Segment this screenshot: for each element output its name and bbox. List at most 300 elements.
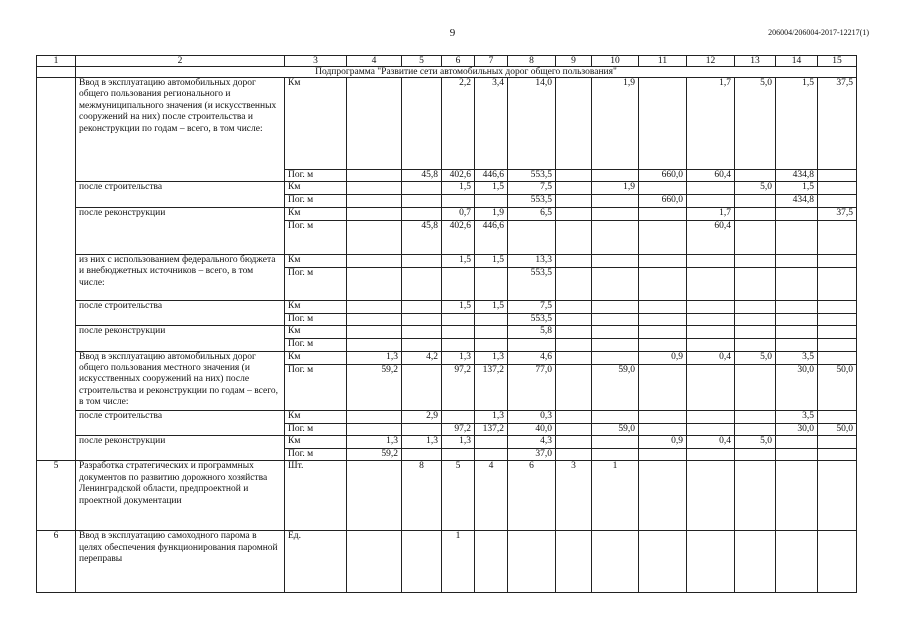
value-cell: 1,3	[402, 436, 442, 449]
value-cell	[818, 220, 857, 254]
value-cell	[776, 313, 818, 325]
value-cell	[347, 326, 402, 339]
value-cell	[687, 267, 735, 300]
value-cell	[402, 182, 442, 195]
value-cell	[556, 207, 592, 220]
value-cell: 137,2	[475, 364, 508, 410]
unit-cell: Км	[285, 410, 347, 423]
value-cell	[818, 267, 857, 300]
unit-cell: Км	[285, 326, 347, 339]
value-cell: 8	[402, 461, 442, 531]
value-cell	[592, 351, 639, 364]
indicator-table	[36, 55, 857, 593]
value-cell: 14,0	[508, 78, 556, 170]
value-cell	[442, 326, 475, 339]
value-cell	[735, 220, 776, 254]
value-cell	[818, 300, 857, 313]
value-cell	[735, 326, 776, 339]
value-cell	[687, 254, 735, 267]
subprogram-row	[37, 67, 857, 78]
table-row	[37, 436, 857, 449]
value-cell	[402, 195, 442, 207]
value-cell: 5,0	[735, 182, 776, 195]
value-cell	[592, 195, 639, 207]
column-number: 10	[592, 56, 639, 67]
value-cell	[347, 461, 402, 531]
value-cell: 37,5	[818, 78, 857, 170]
value-cell	[776, 449, 818, 461]
value-cell	[735, 267, 776, 300]
table-row	[37, 182, 857, 195]
value-cell	[639, 531, 687, 593]
table-row	[37, 300, 857, 313]
column-number: 7	[475, 56, 508, 67]
row-label: после реконструкции	[76, 207, 285, 254]
value-cell: 1,3	[442, 436, 475, 449]
value-cell: 3,5	[776, 410, 818, 423]
value-cell	[639, 78, 687, 170]
column-number-row	[37, 56, 857, 67]
value-cell: 3	[556, 461, 592, 531]
value-cell	[556, 351, 592, 364]
value-cell	[735, 339, 776, 351]
value-cell: 1,5	[776, 182, 818, 195]
value-cell	[818, 436, 857, 449]
value-cell: 434,8	[776, 195, 818, 207]
value-cell	[475, 436, 508, 449]
value-cell	[475, 326, 508, 339]
value-cell: 1	[442, 531, 475, 593]
value-cell	[442, 410, 475, 423]
value-cell: 1,5	[475, 300, 508, 313]
value-cell	[639, 182, 687, 195]
value-cell	[592, 170, 639, 182]
value-cell: 97,2	[442, 364, 475, 410]
value-cell: 1,5	[776, 78, 818, 170]
column-number: 8	[508, 56, 556, 67]
value-cell	[818, 449, 857, 461]
value-cell	[592, 313, 639, 325]
value-cell	[556, 531, 592, 593]
row-label: после реконструкции	[76, 436, 285, 461]
column-number: 12	[687, 56, 735, 67]
column-number: 6	[442, 56, 475, 67]
value-cell	[776, 300, 818, 313]
value-cell: 45,8	[402, 170, 442, 182]
value-cell	[347, 207, 402, 220]
value-cell	[687, 313, 735, 325]
value-cell: 2,2	[442, 78, 475, 170]
value-cell	[475, 531, 508, 593]
value-cell	[687, 449, 735, 461]
value-cell	[508, 339, 556, 351]
value-cell	[687, 461, 735, 531]
value-cell	[687, 326, 735, 339]
value-cell: 446,6	[475, 170, 508, 182]
value-cell: 1,9	[592, 182, 639, 195]
value-cell	[592, 267, 639, 300]
value-cell	[347, 410, 402, 423]
value-cell: 40,0	[508, 423, 556, 435]
table-row	[37, 351, 857, 364]
value-cell: 4,3	[508, 436, 556, 449]
value-cell	[592, 300, 639, 313]
value-cell	[556, 313, 592, 325]
value-cell: 30,0	[776, 423, 818, 435]
value-cell	[556, 423, 592, 435]
value-cell	[556, 436, 592, 449]
value-cell	[592, 220, 639, 254]
value-cell	[818, 313, 857, 325]
value-cell	[735, 313, 776, 325]
value-cell: 59,0	[592, 364, 639, 410]
value-cell	[402, 326, 442, 339]
value-cell	[776, 220, 818, 254]
value-cell	[402, 531, 442, 593]
document-code: 206004/206004-2017-12217(1)	[768, 28, 869, 37]
value-cell: 4,2	[402, 351, 442, 364]
value-cell	[735, 423, 776, 435]
value-cell	[556, 267, 592, 300]
value-cell	[592, 326, 639, 339]
value-cell	[347, 254, 402, 267]
value-cell	[735, 531, 776, 593]
value-cell	[592, 339, 639, 351]
value-cell: 0,3	[508, 410, 556, 423]
value-cell	[639, 423, 687, 435]
unit-cell: Ед.	[285, 531, 347, 593]
value-cell	[556, 182, 592, 195]
value-cell: 4,6	[508, 351, 556, 364]
value-cell	[347, 267, 402, 300]
value-cell	[735, 300, 776, 313]
column-number: 3	[285, 56, 347, 67]
row-number-cell: 6	[37, 531, 76, 593]
row-label: Разработка стратегических и программных документов по развитию дорожного хозяйства Ленинградской области, предпроектной и проектной документации	[76, 461, 285, 531]
value-cell: 1,3	[442, 351, 475, 364]
value-cell: 553,5	[508, 170, 556, 182]
value-cell: 1,5	[442, 300, 475, 313]
value-cell	[442, 339, 475, 351]
value-cell: 59,2	[347, 364, 402, 410]
value-cell: 1,3	[475, 410, 508, 423]
value-cell: 45,8	[402, 220, 442, 254]
value-cell: 1,5	[442, 254, 475, 267]
value-cell	[475, 449, 508, 461]
value-cell	[402, 300, 442, 313]
value-cell	[687, 195, 735, 207]
value-cell	[475, 195, 508, 207]
value-cell	[475, 313, 508, 325]
row-label: из них с использованием федерального бюджета и внебюджетных источников – всего, в том числе:	[76, 254, 285, 300]
value-cell: 1,5	[475, 254, 508, 267]
value-cell	[776, 461, 818, 531]
value-cell	[735, 195, 776, 207]
value-cell: 553,5	[508, 313, 556, 325]
unit-cell: Шт.	[285, 461, 347, 531]
value-cell: 434,8	[776, 170, 818, 182]
value-cell	[556, 254, 592, 267]
value-cell	[818, 326, 857, 339]
unit-cell: Км	[285, 207, 347, 220]
value-cell: 5,0	[735, 351, 776, 364]
row-label: Ввод в эксплуатацию автомобильных дорог общего пользования регионального и межмуниципального значения (и искусственных сооружений на них) после строительства и реконструкции по годам – всего, в том числе:	[76, 78, 285, 182]
unit-cell: Пог. м	[285, 364, 347, 410]
value-cell: 137,2	[475, 423, 508, 435]
unit-cell: Пог. м	[285, 220, 347, 254]
value-cell: 30,0	[776, 364, 818, 410]
subprogram-title: Подпрограмма "Развитие сети автомобильных дорог общего пользования"	[76, 67, 857, 78]
value-cell	[776, 531, 818, 593]
value-cell	[556, 195, 592, 207]
value-cell	[347, 220, 402, 254]
table-row	[37, 410, 857, 423]
value-cell	[402, 449, 442, 461]
unit-cell: Км	[285, 300, 347, 313]
value-cell: 5,0	[735, 436, 776, 449]
value-cell	[776, 326, 818, 339]
value-cell: 1,5	[442, 182, 475, 195]
unit-cell: Км	[285, 254, 347, 267]
value-cell	[776, 339, 818, 351]
value-cell: 1,3	[347, 351, 402, 364]
column-number: 2	[76, 56, 285, 67]
row-label: Ввод в эксплуатацию самоходного парома в целях обеспечения функционирования паромной переправы	[76, 531, 285, 593]
value-cell	[639, 220, 687, 254]
value-cell: 1,5	[475, 182, 508, 195]
value-cell	[776, 267, 818, 300]
value-cell	[687, 182, 735, 195]
page-number: 9	[449, 27, 456, 39]
unit-cell: Пог. м	[285, 195, 347, 207]
value-cell: 7,5	[508, 182, 556, 195]
value-cell	[818, 339, 857, 351]
value-cell: 4	[475, 461, 508, 531]
value-cell	[556, 300, 592, 313]
value-cell: 97,2	[442, 423, 475, 435]
unit-cell: Км	[285, 182, 347, 195]
unit-cell: Пог. м	[285, 449, 347, 461]
value-cell	[347, 313, 402, 325]
column-number: 15	[818, 56, 857, 67]
unit-cell: Км	[285, 351, 347, 364]
value-cell	[556, 220, 592, 254]
value-cell	[687, 364, 735, 410]
value-cell	[475, 339, 508, 351]
row-label: после строительства	[76, 182, 285, 207]
value-cell	[687, 531, 735, 593]
table-row	[37, 461, 857, 531]
value-cell: 1,7	[687, 207, 735, 220]
column-number: 5	[402, 56, 442, 67]
table-row	[37, 531, 857, 593]
value-cell	[592, 449, 639, 461]
value-cell: 1,9	[592, 78, 639, 170]
value-cell	[735, 170, 776, 182]
value-cell: 2,9	[402, 410, 442, 423]
unit-cell: Пог. м	[285, 339, 347, 351]
value-cell: 7,5	[508, 300, 556, 313]
value-cell: 402,6	[442, 170, 475, 182]
value-cell	[402, 339, 442, 351]
value-cell	[818, 182, 857, 195]
value-cell	[556, 78, 592, 170]
value-cell	[347, 423, 402, 435]
value-cell	[818, 254, 857, 267]
column-number: 13	[735, 56, 776, 67]
value-cell	[402, 313, 442, 325]
value-cell	[639, 449, 687, 461]
value-cell	[639, 461, 687, 531]
value-cell	[347, 300, 402, 313]
unit-cell: Пог. м	[285, 423, 347, 435]
value-cell: 5	[442, 461, 475, 531]
value-cell	[347, 170, 402, 182]
value-cell: 553,5	[508, 267, 556, 300]
value-cell	[687, 423, 735, 435]
value-cell	[592, 207, 639, 220]
value-cell	[639, 207, 687, 220]
value-cell	[556, 326, 592, 339]
value-cell	[347, 531, 402, 593]
row-label: после реконструкции	[76, 326, 285, 351]
value-cell	[639, 410, 687, 423]
value-cell	[776, 207, 818, 220]
value-cell: 446,6	[475, 220, 508, 254]
value-cell	[818, 351, 857, 364]
value-cell: 60,4	[687, 220, 735, 254]
value-cell: 6,5	[508, 207, 556, 220]
column-number: 11	[639, 56, 687, 67]
unit-cell: Км	[285, 78, 347, 170]
value-cell	[639, 254, 687, 267]
value-cell	[508, 220, 556, 254]
value-cell: 402,6	[442, 220, 475, 254]
value-cell	[347, 182, 402, 195]
unit-cell: Км	[285, 436, 347, 449]
value-cell	[818, 410, 857, 423]
value-cell: 0,9	[639, 351, 687, 364]
value-cell: 1,9	[475, 207, 508, 220]
value-cell	[592, 410, 639, 423]
row-label: Ввод в эксплуатацию автомобильных дорог общего пользования местного значения (и искусственных сооружений на них) после строительства и реконструкции по годам – всего, в том числе:	[76, 351, 285, 410]
table-row	[37, 326, 857, 339]
value-cell: 0,4	[687, 436, 735, 449]
value-cell: 1,3	[347, 436, 402, 449]
value-cell	[687, 410, 735, 423]
value-cell: 6	[508, 461, 556, 531]
value-cell	[347, 339, 402, 351]
value-cell	[442, 195, 475, 207]
value-cell: 37,0	[508, 449, 556, 461]
value-cell: 553,5	[508, 195, 556, 207]
value-cell: 0,4	[687, 351, 735, 364]
value-cell	[556, 170, 592, 182]
value-cell	[592, 436, 639, 449]
value-cell	[639, 364, 687, 410]
value-cell	[735, 410, 776, 423]
row-number-cell: 5	[37, 461, 76, 531]
value-cell	[735, 449, 776, 461]
value-cell	[592, 254, 639, 267]
column-number: 1	[37, 56, 76, 67]
value-cell	[475, 267, 508, 300]
row-label: после строительства	[76, 300, 285, 325]
value-cell: 59,0	[592, 423, 639, 435]
value-cell	[735, 364, 776, 410]
table-row	[37, 78, 857, 170]
value-cell	[442, 313, 475, 325]
value-cell: 1,3	[475, 351, 508, 364]
value-cell	[687, 339, 735, 351]
value-cell: 1	[592, 461, 639, 531]
value-cell	[442, 267, 475, 300]
value-cell: 77,0	[508, 364, 556, 410]
value-cell: 50,0	[818, 423, 857, 435]
row-number-cell	[37, 78, 76, 461]
value-cell: 37,5	[818, 207, 857, 220]
value-cell	[402, 207, 442, 220]
value-cell	[776, 436, 818, 449]
value-cell: 3,4	[475, 78, 508, 170]
value-cell	[735, 254, 776, 267]
column-number: 4	[347, 56, 402, 67]
value-cell: 0,9	[639, 436, 687, 449]
value-cell: 5,0	[735, 78, 776, 170]
value-cell	[508, 531, 556, 593]
value-cell: 60,4	[687, 170, 735, 182]
table-row	[37, 207, 857, 220]
value-cell	[592, 531, 639, 593]
column-number: 9	[556, 56, 592, 67]
table-row	[37, 254, 857, 267]
value-cell	[818, 461, 857, 531]
value-cell	[639, 267, 687, 300]
column-number: 14	[776, 56, 818, 67]
value-cell	[442, 449, 475, 461]
unit-cell: Пог. м	[285, 170, 347, 182]
unit-cell: Пог. м	[285, 267, 347, 300]
value-cell	[818, 531, 857, 593]
value-cell	[556, 339, 592, 351]
value-cell	[687, 300, 735, 313]
value-cell	[818, 170, 857, 182]
value-cell	[776, 254, 818, 267]
value-cell	[347, 78, 402, 170]
value-cell: 0,7	[442, 207, 475, 220]
value-cell	[735, 461, 776, 531]
value-cell: 3,5	[776, 351, 818, 364]
value-cell: 59,2	[347, 449, 402, 461]
value-cell	[347, 195, 402, 207]
row-label: после строительства	[76, 410, 285, 435]
value-cell: 13,3	[508, 254, 556, 267]
value-cell: 50,0	[818, 364, 857, 410]
value-cell	[556, 410, 592, 423]
value-cell	[402, 78, 442, 170]
value-cell	[402, 364, 442, 410]
value-cell	[402, 254, 442, 267]
value-cell	[556, 449, 592, 461]
value-cell	[639, 326, 687, 339]
value-cell: 660,0	[639, 195, 687, 207]
value-cell	[402, 267, 442, 300]
value-cell	[556, 364, 592, 410]
unit-cell: Пог. м	[285, 313, 347, 325]
value-cell: 660,0	[639, 170, 687, 182]
value-cell: 1,7	[687, 78, 735, 170]
value-cell: 5,8	[508, 326, 556, 339]
